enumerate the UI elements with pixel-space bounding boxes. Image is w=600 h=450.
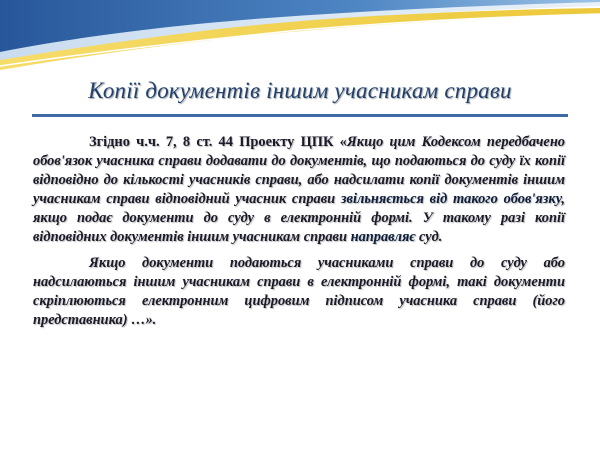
para1-text-2: , якщо подає документи до суду в електронній формі. У такому разі копії відповідних документів іншим учасникам справи [33,191,565,245]
para2-text: Якщо документи подаються учасниками справи до суду або надсилаються іншим учасникам справи в електронній формі, такі документи скріплюються електронним цифровим підписом учасника справи (його представника) …». [33,255,565,328]
header-wave-decoration [0,0,600,80]
para1-text-3: суд. [415,229,443,245]
paragraph-1 [33,133,565,247]
slide-body [33,133,565,330]
slide-title: Копії документів іншим учасникам справи [88,78,512,103]
paragraph-2 [33,254,565,330]
para1-text-1: Якщо цим Кодексом передбачено обов'язок учасника справи додавати до документів, що подаються до суду їх копії відповідно до кількості учасників справи, або надсилати копії документів іншим учасникам справи відповідний учасник справи [33,134,566,207]
para1-intro: Згідно ч.ч. 7, 8 ст. 44 Проекту ЦПК « [89,134,347,150]
para1-emphasis-2: направляє [350,229,416,245]
para1-emphasis-1: звільняється від такого обов'язку [340,191,562,207]
title-divider [32,114,568,117]
